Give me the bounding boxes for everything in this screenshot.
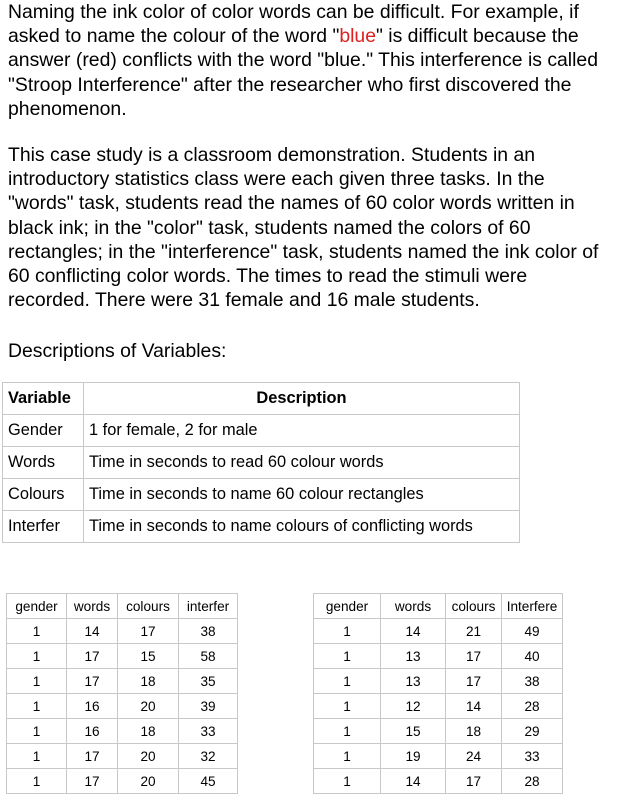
table-cell: 16: [67, 694, 118, 719]
table-row: [7, 769, 238, 794]
quoted-word-blue: blue: [339, 25, 376, 48]
data-table-left: [6, 593, 238, 794]
table-cell: 12: [381, 694, 446, 719]
variable-description: Time in seconds to name colours of conflicting words: [84, 511, 520, 543]
table-cell: 20: [118, 694, 179, 719]
table-cell: 17: [67, 769, 118, 794]
table-cell: 32: [179, 744, 238, 769]
variable-description: Time in seconds to read 60 colour words: [84, 447, 520, 479]
table-cell: 13: [381, 669, 446, 694]
table-cell: 28: [502, 694, 563, 719]
table-cell: 17: [446, 669, 502, 694]
table-cell: 40: [502, 644, 563, 669]
table-cell: 29: [502, 719, 563, 744]
table-cell: 1: [7, 644, 67, 669]
table-cell: 17: [67, 744, 118, 769]
table-cell: 39: [179, 694, 238, 719]
table-cell: 1: [314, 694, 381, 719]
table-cell: 1: [314, 644, 381, 669]
table-row: [7, 619, 238, 644]
variable-row: [3, 511, 520, 543]
table-row: [314, 619, 563, 644]
table-cell: 1: [7, 694, 67, 719]
table-cell: 1: [7, 744, 67, 769]
table-cell: 1: [7, 719, 67, 744]
table-cell: 49: [502, 619, 563, 644]
table-cell: 14: [381, 619, 446, 644]
column-header: gender: [7, 594, 67, 619]
column-header: gender: [314, 594, 381, 619]
variable-row: [3, 479, 520, 511]
table-cell: 16: [67, 719, 118, 744]
table-cell: 18: [446, 719, 502, 744]
table-cell: 21: [446, 619, 502, 644]
table-cell: 1: [314, 619, 381, 644]
table-row: [7, 644, 238, 669]
variables-table: [2, 382, 520, 543]
table-cell: 14: [446, 694, 502, 719]
table-cell: 14: [381, 769, 446, 794]
variable-name: Interfer: [3, 511, 84, 543]
table-cell: 20: [118, 744, 179, 769]
table-cell: 35: [179, 669, 238, 694]
variables-header-row: [3, 383, 520, 415]
table-cell: 15: [118, 644, 179, 669]
intro-text-start: Naming the ink color of color words can be difficult. For example, if asked to name the colour of the word ": [8, 1, 579, 48]
table-cell: 1: [7, 769, 67, 794]
variable-name: Gender: [3, 415, 84, 447]
column-header: colours: [446, 594, 502, 619]
table-cell: 45: [179, 769, 238, 794]
table-cell: 14: [67, 619, 118, 644]
variable-row: [3, 447, 520, 479]
table-cell: 1: [7, 669, 67, 694]
table-cell: 33: [502, 744, 563, 769]
table-cell: 15: [381, 719, 446, 744]
data-table-right: [313, 593, 563, 794]
variable-name: Colours: [3, 479, 84, 511]
table-row: [314, 644, 563, 669]
description-header: Description: [84, 383, 520, 415]
table-cell: 38: [179, 619, 238, 644]
table-row: [7, 719, 238, 744]
column-header: colours: [118, 594, 179, 619]
table-row: [314, 669, 563, 694]
data-header-row: [314, 594, 563, 619]
data-header-row: [7, 594, 238, 619]
table-cell: 17: [446, 769, 502, 794]
variable-description: 1 for female, 2 for male: [84, 415, 520, 447]
column-header: words: [67, 594, 118, 619]
table-cell: 13: [381, 644, 446, 669]
table-row: [7, 669, 238, 694]
table-row: [314, 744, 563, 769]
table-cell: 1: [314, 744, 381, 769]
table-cell: 17: [446, 644, 502, 669]
variable-description: Time in seconds to name 60 colour rectangles: [84, 479, 520, 511]
table-cell: 33: [179, 719, 238, 744]
table-cell: 1: [314, 769, 381, 794]
variable-name: Words: [3, 447, 84, 479]
table-cell: 28: [502, 769, 563, 794]
table-cell: 17: [118, 619, 179, 644]
table-cell: 20: [118, 769, 179, 794]
table-cell: 1: [314, 719, 381, 744]
table-cell: 38: [502, 669, 563, 694]
column-header: interfer: [179, 594, 238, 619]
descriptions-heading: Descriptions of Variables:: [8, 340, 227, 362]
table-row: [314, 694, 563, 719]
intro-text-end: " is difficult because the answer (red) conflicts with the word "blue." This interference is called "Stroop Interference" after the researcher who first discovered the phenomenon.: [8, 25, 598, 120]
table-row: [7, 744, 238, 769]
column-header: Interfere: [502, 594, 563, 619]
table-row: [7, 694, 238, 719]
table-cell: 18: [118, 669, 179, 694]
table-cell: 24: [446, 744, 502, 769]
intro-paragraph: [8, 0, 614, 121]
study-paragraph: This case study is a classroom demonstration. Students in an introductory statistics class were each given three tasks. In the "words" task, students read the names of 60 color words written in black ink; in the "color" task, students named the colors of 60 rectangles; in the "interference" task, students named the ink color of 60 conflicting color words. The times to read the stimuli were recorded. There were 31 female and 16 male students.: [8, 144, 599, 312]
table-cell: 17: [67, 644, 118, 669]
table-cell: 1: [7, 619, 67, 644]
variable-header: Variable: [3, 383, 84, 415]
table-cell: 17: [67, 669, 118, 694]
table-cell: 19: [381, 744, 446, 769]
table-row: [314, 769, 563, 794]
column-header: words: [381, 594, 446, 619]
table-cell: 58: [179, 644, 238, 669]
table-cell: 1: [314, 669, 381, 694]
variable-row: [3, 415, 520, 447]
table-cell: 18: [118, 719, 179, 744]
table-row: [314, 719, 563, 744]
